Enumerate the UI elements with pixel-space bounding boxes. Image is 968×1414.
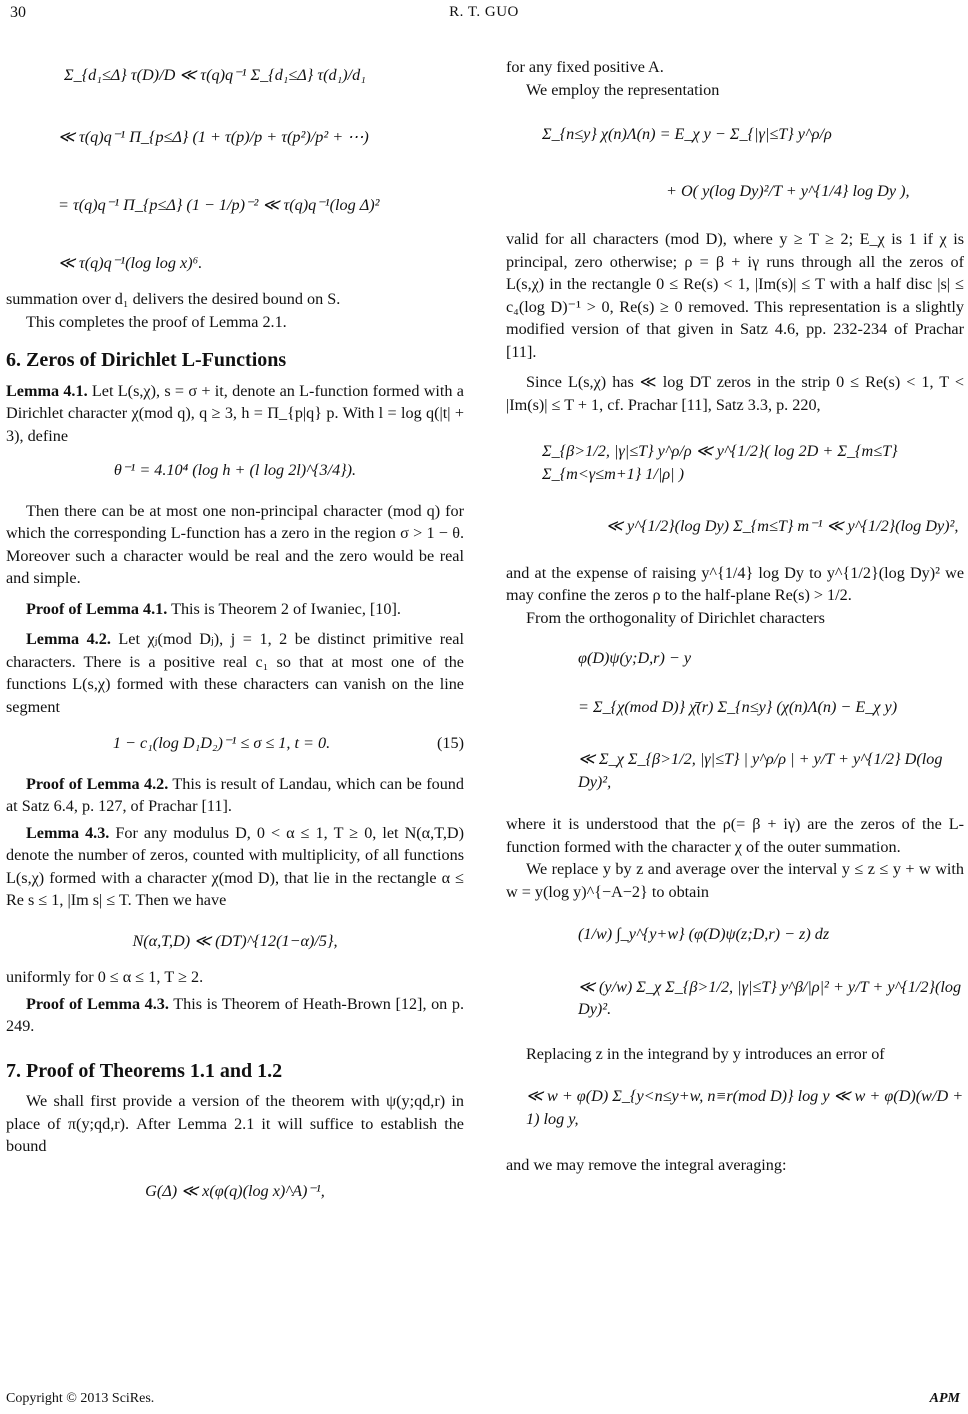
lemma-paragraph xyxy=(6,380,464,448)
proof-label: Proof of Lemma 4.3. xyxy=(26,994,169,1013)
paragraph: valid for all characters (mod D), where y ≥ T ≥ 2; E_χ is 1 if χ is principal, zero otherwise; ρ = β + iγ runs through all the zeros of L(s,χ) in the rectangle 0 ≤ Re(s) < 1, |Im(s)| ≤ T with a half disc |s| ≤ c₄(log D)⁻¹ > 0, Re(s) ≥ 0 removed. This representation is a slightly modified version of that given in Satz 4.6, pp. 232-234 of Prachar [11]. xyxy=(506,230,964,361)
proof-paragraph xyxy=(6,993,464,1038)
equation-line: = τ(q)q⁻¹ Π_{p≤Δ} (1 − 1/p)⁻² ≪ τ(q)q⁻¹(log Δ)² xyxy=(58,196,380,214)
left-column xyxy=(6,56,464,1202)
equation-line: = Σ_{χ(mod D)} χ̄(r) Σ_{n≤y} (χ(n)Λ(n) − E_χ y) xyxy=(578,697,898,716)
paragraph: where it is understood that the ρ(= β + iγ) are the zeros of the L-function formed with the character χ of the outer summation. xyxy=(506,815,964,856)
paragraph: Replacing z in the integrand by y introduces an error of xyxy=(526,1044,885,1063)
lemma-text: For any modulus D, 0 < α ≤ 1, T ≥ 0, let N(α,T,D) denote the number of zeros, counted with multiplicity, of all functions L(s,χ) formed with a character χ(mod D), that lie in the rectangle α ≤ Re s ≤ 1, |Im s| ≤ T. Then we have xyxy=(6,823,465,909)
equation-line: (1/w) ∫_y^{y+w} (φ(D)ψ(z;D,r) − z) dz xyxy=(578,925,830,943)
paragraph: This completes the proof of Lemma 2.1. xyxy=(26,312,287,331)
equation-line: ≪ (y/w) Σ_χ Σ_{β>1/2, |γ|≤T} y^β/|ρ|² + y/T + y^{1/2}(log Dy)². xyxy=(578,977,962,1018)
paragraph: Then there can be at most one non-principal character (mod q) for which the corresponding L-function has a zero in the region σ > 1 − θ. Moreover such a character would be real and the zero would be real and simple. xyxy=(6,501,464,587)
proof-paragraph xyxy=(6,598,464,621)
proof-text: This is result of Landau, which can be found at Satz 6.4, p. 127, of Prachar [11]. xyxy=(6,774,464,815)
equation-number: (15) xyxy=(437,734,464,752)
equation-block xyxy=(506,440,964,538)
section-heading: 7. Proof of Theorems 1.1 and 1.2 xyxy=(6,1059,283,1082)
paragraph: and at the expense of raising y^{1/4} log Dy to y^{1/2}(log Dy)² we may confine the zeros ρ to the half-plane Re(s) > 1/2. xyxy=(506,563,964,604)
lemma-label: Lemma 4.2. xyxy=(26,630,111,648)
equation-line: ≪ τ(q)q⁻¹ Π_{p≤Δ} (1 + τ(p)/p + τ(p²)/p² + ⋯) xyxy=(58,128,369,146)
equation-body: 1 − c₁(log D₁D₂)⁻¹ ≤ σ ≤ 1, t = 0. xyxy=(112,734,331,752)
journal-footer: APM xyxy=(929,1391,960,1406)
equation: N(α,T,D) ≪ (DT)^{12(1−α)/5}, xyxy=(132,931,338,950)
equation-line: Σ_{β>1/2, |γ|≤T} y^ρ/ρ ≪ y^{1/2}( log 2D + Σ_{m≤T} Σ_{m<γ≤m+1} 1/|ρ| ) xyxy=(542,442,898,483)
lemma-paragraph xyxy=(6,822,464,912)
equation-line: ≪ τ(q)q⁻¹(log log x)⁶. xyxy=(58,254,203,272)
equation-line: ≪ Σ_χ Σ_{β>1/2, |γ|≤T} | y^ρ/ρ | + y/T + y^{1/2} D(log Dy)², xyxy=(578,750,943,791)
equation-block-top xyxy=(6,56,464,288)
equation xyxy=(6,732,464,755)
proof-paragraph xyxy=(6,773,464,818)
equation: ≪ w + φ(D) Σ_{y<n≤y+w, n≡r(mod D)} log y ≪ w + φ(D)(w/D + 1) log y, xyxy=(526,1087,964,1128)
proof-text: This is Theorem of Heath-Brown [12], on p. 249. xyxy=(6,994,464,1035)
running-head: R. T. GUO xyxy=(449,4,519,20)
paragraph: uniformly for 0 ≤ α ≤ 1, T ≥ 2. xyxy=(6,968,204,986)
paragraph: We employ the representation xyxy=(526,80,720,99)
equation-block xyxy=(506,123,964,202)
equation-line: Σ_{d₁≤Δ} τ(D)/D ≪ τ(q)q⁻¹ Σ_{d₁≤Δ} τ(d₁)/d₁ xyxy=(64,66,366,84)
page-number: 30 xyxy=(10,4,26,21)
equation-block xyxy=(506,647,964,793)
lemma-label: Lemma 4.1. xyxy=(6,381,88,400)
paragraph: We replace y by z and average over the interval y ≤ z ≤ y + w with w = y(log y)^{−A−2} to obtain xyxy=(506,860,964,901)
equation-line: + O( y(log Dy)²/T + y^{1/4} log Dy ), xyxy=(666,181,910,200)
proof-label: Proof of Lemma 4.1. xyxy=(26,599,168,618)
lemma-paragraph xyxy=(6,628,464,718)
paragraph: for any fixed positive A. xyxy=(506,58,664,76)
equation: θ⁻¹ = 4.10⁴ (log h + (l log 2l)^{3/4}). xyxy=(113,461,357,479)
paragraph: We shall first provide a version of the theorem with ψ(y;qd,r) in place of π(y;qd,r). After Lemma 2.1 it will suffice to establish the bound xyxy=(6,1092,464,1155)
equation-line: ≪ y^{1/2}(log Dy) Σ_{m≤T} m⁻¹ ≪ y^{1/2}(log Dy)², xyxy=(606,517,959,535)
equation-block xyxy=(506,923,964,1021)
section-heading: 6. Zeros of Dirichlet L-Functions xyxy=(6,349,287,371)
lemma-label: Lemma 4.3. xyxy=(26,823,110,842)
copyright-footer: Copyright © 2013 SciRes. xyxy=(6,1391,155,1406)
right-column xyxy=(506,56,964,1177)
paragraph: summation over d₁ delivers the desired bound on S. xyxy=(6,290,341,308)
lemma-text: Let L(s,χ), s = σ + it, denote an L-function formed with a Dirichlet character χ(mod q), q ≥ 3, h = Π_{p|q} p. With l = log q(|t| + 3), define xyxy=(6,381,464,445)
equation-line: Σ_{n≤y} χ(n)Λ(n) = E_χ y − Σ_{|γ|≤T} y^ρ/ρ xyxy=(542,125,832,143)
proof-label: Proof of Lemma 4.2. xyxy=(26,774,169,793)
paragraph: Since L(s,χ) has ≪ log DT zeros in the strip 0 ≤ Re(s) < 1, T < |Im(s)| ≤ T + 1, cf. Prachar [11], Satz 3.3, p. 220, xyxy=(506,373,964,414)
lemma-text: Let χⱼ(mod Dⱼ), j = 1, 2 be distinct primitive real characters. There is a positive real c₁ so that at most one of the functions L(s,χ) formed with these characters can vanish on the line segment xyxy=(6,630,464,716)
equation: G(Δ) ≪ x(φ(q)(log x)^A)⁻¹, xyxy=(145,1181,325,1200)
paragraph: From the orthogonality of Dirichlet characters xyxy=(526,608,825,627)
proof-text: This is Theorem 2 of Iwaniec, [10]. xyxy=(167,599,401,618)
equation-line: φ(D)ψ(y;D,r) − y xyxy=(578,649,692,667)
paragraph: and we may remove the integral averaging: xyxy=(506,1156,787,1174)
